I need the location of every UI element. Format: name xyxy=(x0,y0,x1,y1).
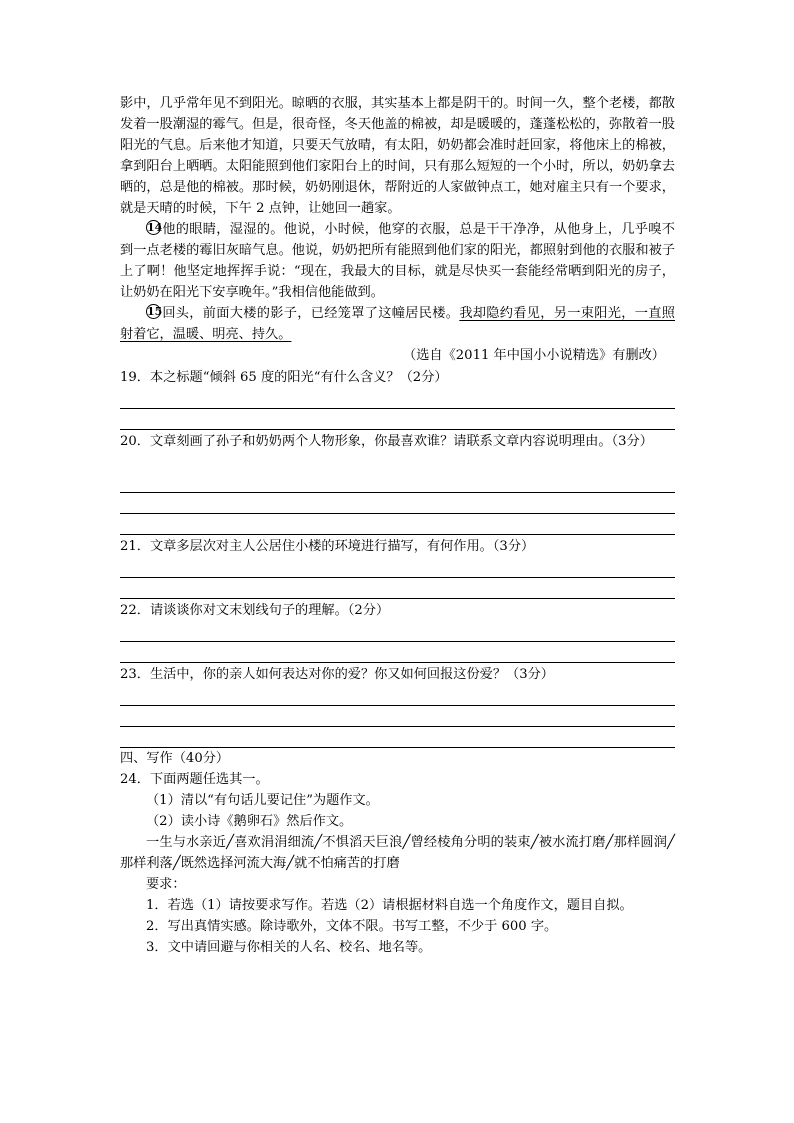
answer-line[interactable] xyxy=(120,706,675,727)
underlined-sentence: 我却隐约看见，另一束阳光，一直照射着它，温暖、明亮、持久。 xyxy=(120,306,675,342)
requirement-2: 2．写出真情实感。除诗歌外，文体不限。书写工整，不少于 600 字。 xyxy=(146,919,558,934)
requirements-label: 要求： xyxy=(146,877,186,892)
writing-option-1: （1）清以“有句话儿要记住”为题作文。 xyxy=(146,793,379,808)
story-paragraph-15 xyxy=(120,303,675,345)
writing-option-2: （2）读小诗《鹅卵石》然后作文。 xyxy=(146,814,353,829)
paragraph-number-14: 14 xyxy=(147,221,163,234)
story-paragraph-14 xyxy=(120,219,675,303)
paragraph-text: 回头，前面大楼的影子，已经笼罩了这幢居民楼。 xyxy=(162,306,460,321)
question-22: 22．请谈谈你对文末划线句子的理解。（2分） xyxy=(120,603,390,618)
requirement-3: 3．文中请回避与你相关的人名、校名、地名等。 xyxy=(146,940,432,955)
exam-page xyxy=(120,93,675,958)
answer-line[interactable] xyxy=(120,472,675,493)
answer-line[interactable] xyxy=(120,642,675,663)
answer-line[interactable] xyxy=(120,578,675,599)
requirement-1: 1．若选（1）请按要求写作。若选（2）请根据材料自选一个角度作文，题目自拟。 xyxy=(146,898,633,913)
poem-text: 一生与水亲近╱喜欢涓涓细流╱不惧滔天巨浪╱曾经棱角分明的装束╱被水流打磨╱那样圆润╱那样利落╱既然选择河流大海╱就不怕痛苦的打磨 xyxy=(120,835,675,871)
paragraph-number-15: 15 xyxy=(147,305,163,318)
source-note: （选自《2011 年中国小小说精选》有删改） xyxy=(403,348,665,363)
question-24: 24．下面两题任选其一。 xyxy=(120,772,269,787)
answer-line[interactable] xyxy=(120,493,675,514)
answer-line[interactable] xyxy=(120,557,675,578)
question-20: 20．文章刻画了孙子和奶奶两个人物形象，你最喜欢谁？请联系文章内容说明理由。（3分） xyxy=(120,434,653,449)
answer-line[interactable] xyxy=(120,621,675,642)
story-paragraph: 影中，几乎常年见不到阳光。晾晒的衣服，其实基本上都是阴干的。时间一久，整个老楼，都散发着一股潮湿的霉气。但是，很奇怪，冬天他盖的棉被，却是暖暖的，蓬蓬松松的，弥散着一股阳光的气息。后来他才知道，只要天气放晴，有太阳，奶奶都会准时赶回家，将他床上的棉被，拿到阳台上晒晒。太阳能照到他们家阳台上的时间，只有那么短短的一个小时，所以，奶奶拿去晒的，总是他的棉被。那时候，奶奶刚退休，帮附近的人家做钟点工，她对雇主只有一个要求，就是天晴的时候，下午 2 点钟，让她回一趟家。 xyxy=(120,96,675,216)
paragraph-text: 他的眼睛，湿湿的。他说，小时候，他穿的衣服，总是干干净净，从他身上，几乎嗅不到一点老楼的霉旧灰暗气息。他说，奶奶把所有能照到他们家的阳光，都照射到他的衣服和被子上了啊！他坚定地挥挥手说：“现在，我最大的目标，就是尽快买一套能经常晒到阳光的房子，让奶奶在阳光下安享晚年。”我相信他能做到。 xyxy=(120,222,675,300)
section-heading-writing: 四、写作（40分） xyxy=(120,751,230,766)
answer-line[interactable] xyxy=(120,388,675,409)
question-21: 21．文章多层次对主人公居住小楼的环境进行描写，有何作用。（3分） xyxy=(120,539,535,554)
question-19: 19．本之标题“倾斜 65 度的阳光“有什么含义？（2分） xyxy=(120,370,448,385)
answer-line[interactable] xyxy=(120,685,675,706)
answer-line[interactable] xyxy=(120,514,675,535)
answer-line[interactable] xyxy=(120,727,675,748)
answer-line[interactable] xyxy=(120,409,675,430)
question-23: 23．生活中，你的亲人如何表达对你的爱？你又如何回报这份爱？（3分） xyxy=(120,667,554,682)
